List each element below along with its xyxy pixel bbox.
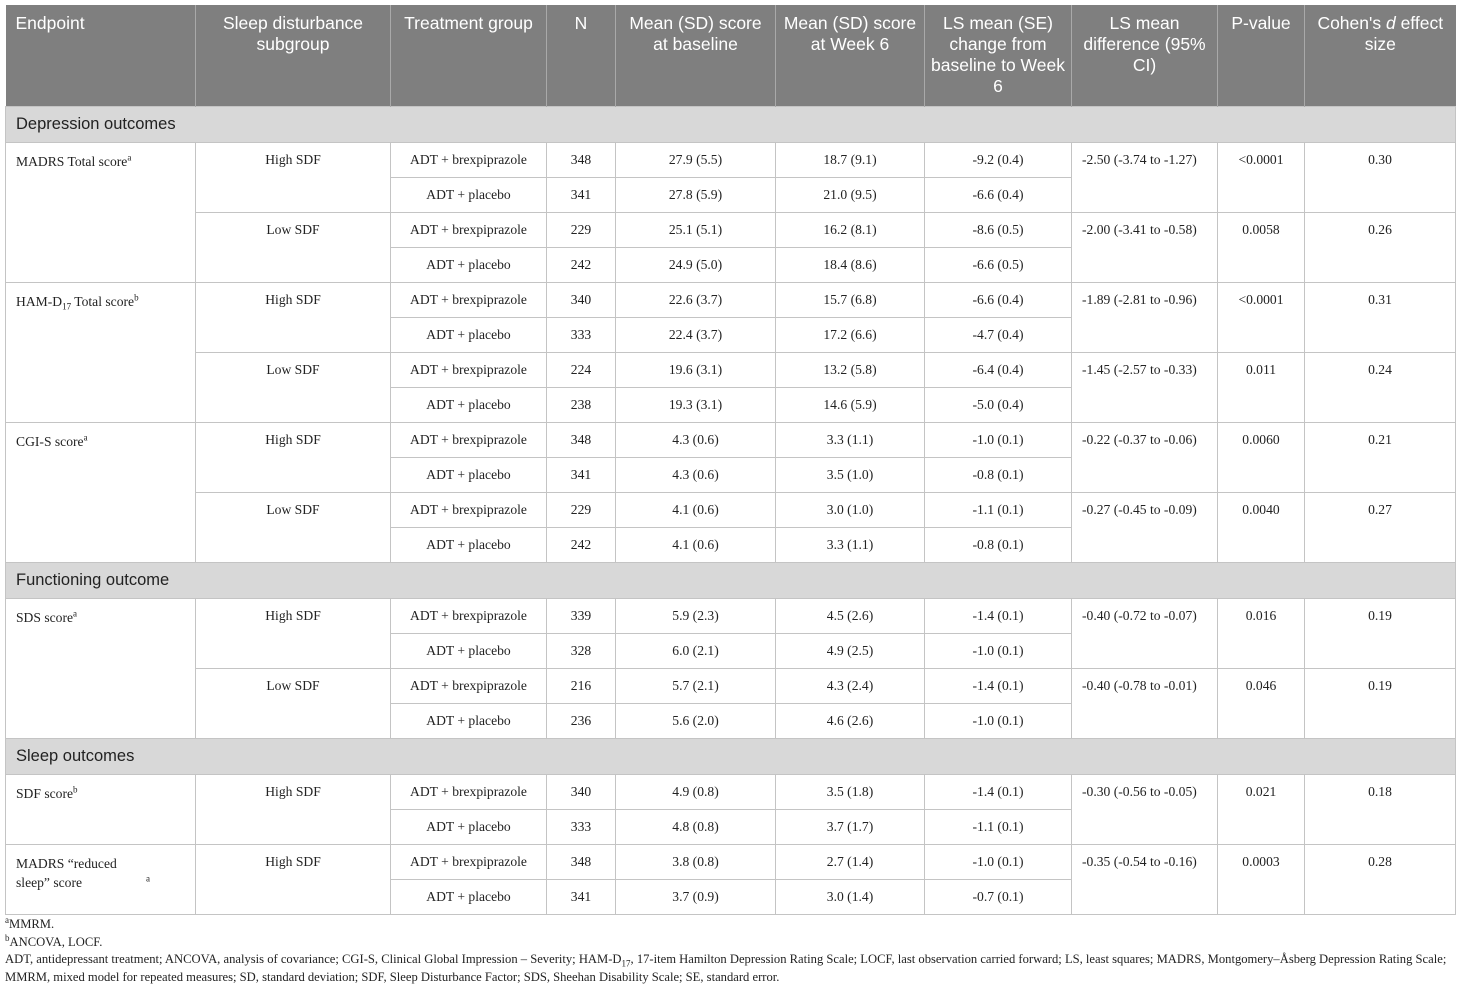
subgroup-cell: Low SDF	[196, 668, 391, 738]
n-cell: 229	[547, 212, 616, 247]
footnote-b	[5, 934, 1457, 952]
cohen-cell: 0.30	[1305, 142, 1456, 212]
baseline-cell: 4.1 (0.6)	[616, 527, 776, 562]
section-row	[6, 106, 1456, 142]
baseline-cell: 4.3 (0.6)	[616, 422, 776, 457]
header-week6: Mean (SD) score at Week 6	[776, 5, 925, 106]
baseline-cell: 5.7 (2.1)	[616, 668, 776, 703]
footnote-marker: b	[5, 932, 10, 943]
endpoint-cgis	[6, 422, 196, 562]
section-sleep: Sleep outcomes	[6, 738, 1456, 774]
n-cell: 224	[547, 352, 616, 387]
lsdiff-cell: -1.45 (-2.57 to -0.33)	[1072, 352, 1218, 422]
lsmean-cell: -4.7 (0.4)	[925, 317, 1072, 352]
subscript: 17	[62, 301, 72, 312]
lsmean-cell: -6.6 (0.5)	[925, 247, 1072, 282]
table-row	[6, 492, 1456, 527]
treatment-cell: ADT + placebo	[391, 177, 547, 212]
baseline-cell: 19.3 (3.1)	[616, 387, 776, 422]
week6-cell: 16.2 (8.1)	[776, 212, 925, 247]
endpoint-label: HAM-D	[16, 293, 63, 309]
cohen-cell: 0.28	[1305, 844, 1456, 914]
footnote-marker: a	[127, 151, 132, 162]
n-cell: 238	[547, 387, 616, 422]
cohen-cell: 0.19	[1305, 668, 1456, 738]
week6-cell: 3.3 (1.1)	[776, 527, 925, 562]
header-pvalue: P-value	[1218, 5, 1305, 106]
footnote-abbreviations	[5, 951, 1457, 986]
footnote-text: ANCOVA, LOCF.	[9, 934, 103, 949]
header-baseline: Mean (SD) score at baseline	[616, 5, 776, 106]
n-cell: 348	[547, 142, 616, 177]
lsmean-cell: -6.6 (0.4)	[925, 282, 1072, 317]
treatment-cell: ADT + brexpiprazole	[391, 142, 547, 177]
lsmean-cell: -1.4 (0.1)	[925, 774, 1072, 809]
footnote-marker: b	[73, 783, 78, 794]
footnote-text: MMRM.	[9, 917, 55, 931]
week6-cell: 4.9 (2.5)	[776, 633, 925, 668]
treatment-cell: ADT + brexpiprazole	[391, 668, 547, 703]
lsdiff-cell: -0.22 (-0.37 to -0.06)	[1072, 422, 1218, 492]
week6-cell: 21.0 (9.5)	[776, 177, 925, 212]
week6-cell: 3.5 (1.0)	[776, 457, 925, 492]
header-subgroup: Sleep disturbance subgroup	[196, 5, 391, 106]
lsmean-cell: -1.0 (0.1)	[925, 844, 1072, 879]
cohen-cell: 0.31	[1305, 282, 1456, 352]
lsmean-cell: -6.6 (0.4)	[925, 177, 1072, 212]
pvalue-cell: 0.021	[1218, 774, 1305, 844]
baseline-cell: 3.8 (0.8)	[616, 844, 776, 879]
pvalue-cell: <0.0001	[1218, 282, 1305, 352]
footnotes	[5, 916, 1457, 986]
footnote-marker: a	[73, 607, 78, 618]
subgroup-cell: High SDF	[196, 774, 391, 844]
endpoint-label: SDS score	[16, 609, 74, 625]
n-cell: 229	[547, 492, 616, 527]
table-row	[6, 422, 1456, 457]
section-row	[6, 562, 1456, 598]
endpoint-sds	[6, 598, 196, 738]
lsdiff-cell: -2.00 (-3.41 to -0.58)	[1072, 212, 1218, 282]
lsdiff-cell: -2.50 (-3.74 to -1.27)	[1072, 142, 1218, 212]
week6-cell: 4.3 (2.4)	[776, 668, 925, 703]
n-cell: 328	[547, 633, 616, 668]
week6-cell: 18.4 (8.6)	[776, 247, 925, 282]
lsdiff-cell: -1.89 (-2.81 to -0.96)	[1072, 282, 1218, 352]
pvalue-cell: 0.046	[1218, 668, 1305, 738]
baseline-cell: 3.7 (0.9)	[616, 879, 776, 914]
week6-cell: 15.7 (6.8)	[776, 282, 925, 317]
treatment-cell: ADT + brexpiprazole	[391, 844, 547, 879]
endpoint-label: MADRS “reduced sleep” score	[16, 855, 117, 890]
endpoint-label: CGI-S score	[16, 433, 84, 449]
treatment-cell: ADT + placebo	[391, 809, 547, 844]
week6-cell: 3.0 (1.4)	[776, 879, 925, 914]
n-cell: 348	[547, 422, 616, 457]
treatment-cell: ADT + brexpiprazole	[391, 598, 547, 633]
subgroup-cell: High SDF	[196, 282, 391, 352]
treatment-cell: ADT + brexpiprazole	[391, 492, 547, 527]
n-cell: 333	[547, 317, 616, 352]
treatment-cell: ADT + brexpiprazole	[391, 282, 547, 317]
endpoint-hamd	[6, 282, 196, 422]
lsmean-cell: -1.0 (0.1)	[925, 422, 1072, 457]
week6-cell: 3.5 (1.8)	[776, 774, 925, 809]
n-cell: 216	[547, 668, 616, 703]
n-cell: 340	[547, 282, 616, 317]
lsmean-cell: -0.8 (0.1)	[925, 457, 1072, 492]
lsmean-cell: -1.0 (0.1)	[925, 633, 1072, 668]
treatment-cell: ADT + brexpiprazole	[391, 352, 547, 387]
treatment-cell: ADT + placebo	[391, 633, 547, 668]
pvalue-cell: 0.0060	[1218, 422, 1305, 492]
cohen-cell: 0.26	[1305, 212, 1456, 282]
baseline-cell: 6.0 (2.1)	[616, 633, 776, 668]
table-row	[6, 844, 1456, 879]
treatment-cell: ADT + placebo	[391, 247, 547, 282]
footnote-marker: b	[134, 291, 139, 302]
baseline-cell: 4.1 (0.6)	[616, 492, 776, 527]
pvalue-cell: 0.0058	[1218, 212, 1305, 282]
footnote-marker: a	[146, 872, 150, 883]
endpoint-sdf	[6, 774, 196, 844]
treatment-cell: ADT + placebo	[391, 703, 547, 738]
baseline-cell: 5.9 (2.3)	[616, 598, 776, 633]
subgroup-cell: High SDF	[196, 422, 391, 492]
footnote-marker: a	[83, 431, 88, 442]
week6-cell: 13.2 (5.8)	[776, 352, 925, 387]
lsdiff-cell: -0.40 (-0.78 to -0.01)	[1072, 668, 1218, 738]
endpoint-label-suffix: Total score	[71, 293, 135, 309]
pvalue-cell: <0.0001	[1218, 142, 1305, 212]
n-cell: 340	[547, 774, 616, 809]
lsdiff-cell: -0.40 (-0.72 to -0.07)	[1072, 598, 1218, 668]
n-cell: 333	[547, 809, 616, 844]
table-row	[6, 352, 1456, 387]
lsdiff-cell: -0.30 (-0.56 to -0.05)	[1072, 774, 1218, 844]
subgroup-cell: High SDF	[196, 844, 391, 914]
subgroup-cell: Low SDF	[196, 212, 391, 282]
table-row	[6, 212, 1456, 247]
n-cell: 341	[547, 879, 616, 914]
subgroup-cell: Low SDF	[196, 492, 391, 562]
treatment-cell: ADT + brexpiprazole	[391, 212, 547, 247]
lsmean-cell: -1.0 (0.1)	[925, 703, 1072, 738]
week6-cell: 3.0 (1.0)	[776, 492, 925, 527]
treatment-cell: ADT + brexpiprazole	[391, 774, 547, 809]
lsdiff-cell: -0.27 (-0.45 to -0.09)	[1072, 492, 1218, 562]
abbr-text-cont: , 17-item Hamilton Depression Rating Scale; LOCF, last observation carried forward; LS, least squares; MADRS, Montgomery–Åsberg Depression Rating Scale; MMRM, mixed model for repeated measures; SD, standard deviation; SDF, Sleep Disturbance Factor; SDS, Sheehan Disability Scale; SE, standard error.	[5, 952, 1447, 984]
lsmean-cell: -5.0 (0.4)	[925, 387, 1072, 422]
header-row	[6, 5, 1456, 106]
lsmean-cell: -0.8 (0.1)	[925, 527, 1072, 562]
section-row	[6, 738, 1456, 774]
baseline-cell: 4.9 (0.8)	[616, 774, 776, 809]
table-row	[6, 774, 1456, 809]
baseline-cell: 24.9 (5.0)	[616, 247, 776, 282]
cohen-cell: 0.27	[1305, 492, 1456, 562]
header-cohen-pre: Cohen's	[1317, 13, 1386, 33]
lsmean-cell: -0.7 (0.1)	[925, 879, 1072, 914]
treatment-cell: ADT + brexpiprazole	[391, 422, 547, 457]
endpoint-label: MADRS Total score	[16, 153, 128, 169]
table-row	[6, 598, 1456, 633]
cohen-cell: 0.19	[1305, 598, 1456, 668]
treatment-cell: ADT + placebo	[391, 457, 547, 492]
lsmean-cell: -1.1 (0.1)	[925, 809, 1072, 844]
n-cell: 341	[547, 457, 616, 492]
lsmean-cell: -1.4 (0.1)	[925, 598, 1072, 633]
baseline-cell: 27.8 (5.9)	[616, 177, 776, 212]
header-cohen-d: d	[1385, 13, 1396, 33]
n-cell: 339	[547, 598, 616, 633]
baseline-cell: 4.8 (0.8)	[616, 809, 776, 844]
n-cell: 341	[547, 177, 616, 212]
baseline-cell: 4.3 (0.6)	[616, 457, 776, 492]
week6-cell: 14.6 (5.9)	[776, 387, 925, 422]
subgroup-cell: High SDF	[196, 142, 391, 212]
cohen-cell: 0.18	[1305, 774, 1456, 844]
treatment-cell: ADT + placebo	[391, 317, 547, 352]
header-cohen-post: effect size	[1364, 13, 1444, 54]
endpoint-label: SDF score	[16, 785, 74, 801]
pvalue-cell: 0.0040	[1218, 492, 1305, 562]
cohen-cell: 0.24	[1305, 352, 1456, 422]
table-row	[6, 282, 1456, 317]
week6-cell: 3.7 (1.7)	[776, 809, 925, 844]
week6-cell: 3.3 (1.1)	[776, 422, 925, 457]
header-n: N	[547, 5, 616, 106]
header-lsdiff: LS mean difference (95% CI)	[1072, 5, 1218, 106]
lsdiff-cell: -0.35 (-0.54 to -0.16)	[1072, 844, 1218, 914]
baseline-cell: 19.6 (3.1)	[616, 352, 776, 387]
lsmean-cell: -1.4 (0.1)	[925, 668, 1072, 703]
pvalue-cell: 0.016	[1218, 598, 1305, 668]
lsmean-cell: -6.4 (0.4)	[925, 352, 1072, 387]
results-table	[5, 5, 1456, 915]
baseline-cell: 22.4 (3.7)	[616, 317, 776, 352]
section-functioning: Functioning outcome	[6, 562, 1456, 598]
week6-cell: 18.7 (9.1)	[776, 142, 925, 177]
baseline-cell: 25.1 (5.1)	[616, 212, 776, 247]
treatment-cell: ADT + placebo	[391, 387, 547, 422]
header-cohen	[1305, 5, 1456, 106]
section-depression: Depression outcomes	[6, 106, 1456, 142]
header-lsmean: LS mean (SE) change from baseline to Week 6	[925, 5, 1072, 106]
n-cell: 242	[547, 527, 616, 562]
week6-cell: 4.5 (2.6)	[776, 598, 925, 633]
week6-cell: 17.2 (6.6)	[776, 317, 925, 352]
endpoint-madrs	[6, 142, 196, 282]
subscript: 17	[621, 958, 631, 969]
baseline-cell: 22.6 (3.7)	[616, 282, 776, 317]
header-endpoint: Endpoint	[6, 5, 196, 106]
endpoint-madrs-sleep	[6, 844, 196, 914]
treatment-cell: ADT + placebo	[391, 879, 547, 914]
pvalue-cell: 0.011	[1218, 352, 1305, 422]
footnote-marker: a	[5, 914, 9, 925]
baseline-cell: 5.6 (2.0)	[616, 703, 776, 738]
table-row	[6, 668, 1456, 703]
lsmean-cell: -8.6 (0.5)	[925, 212, 1072, 247]
lsmean-cell: -1.1 (0.1)	[925, 492, 1072, 527]
footnote-a	[5, 916, 1457, 934]
n-cell: 236	[547, 703, 616, 738]
abbr-text: ADT, antidepressant treatment; ANCOVA, analysis of covariance; CGI-S, Clinical Global Impression – Severity; HAM-D	[5, 952, 622, 967]
week6-cell: 2.7 (1.4)	[776, 844, 925, 879]
table-row	[6, 142, 1456, 177]
subgroup-cell: Low SDF	[196, 352, 391, 422]
cohen-cell: 0.21	[1305, 422, 1456, 492]
treatment-cell: ADT + placebo	[391, 527, 547, 562]
n-cell: 242	[547, 247, 616, 282]
subgroup-cell: High SDF	[196, 598, 391, 668]
n-cell: 348	[547, 844, 616, 879]
lsmean-cell: -9.2 (0.4)	[925, 142, 1072, 177]
week6-cell: 4.6 (2.6)	[776, 703, 925, 738]
baseline-cell: 27.9 (5.5)	[616, 142, 776, 177]
header-treatment: Treatment group	[391, 5, 547, 106]
pvalue-cell: 0.0003	[1218, 844, 1305, 914]
